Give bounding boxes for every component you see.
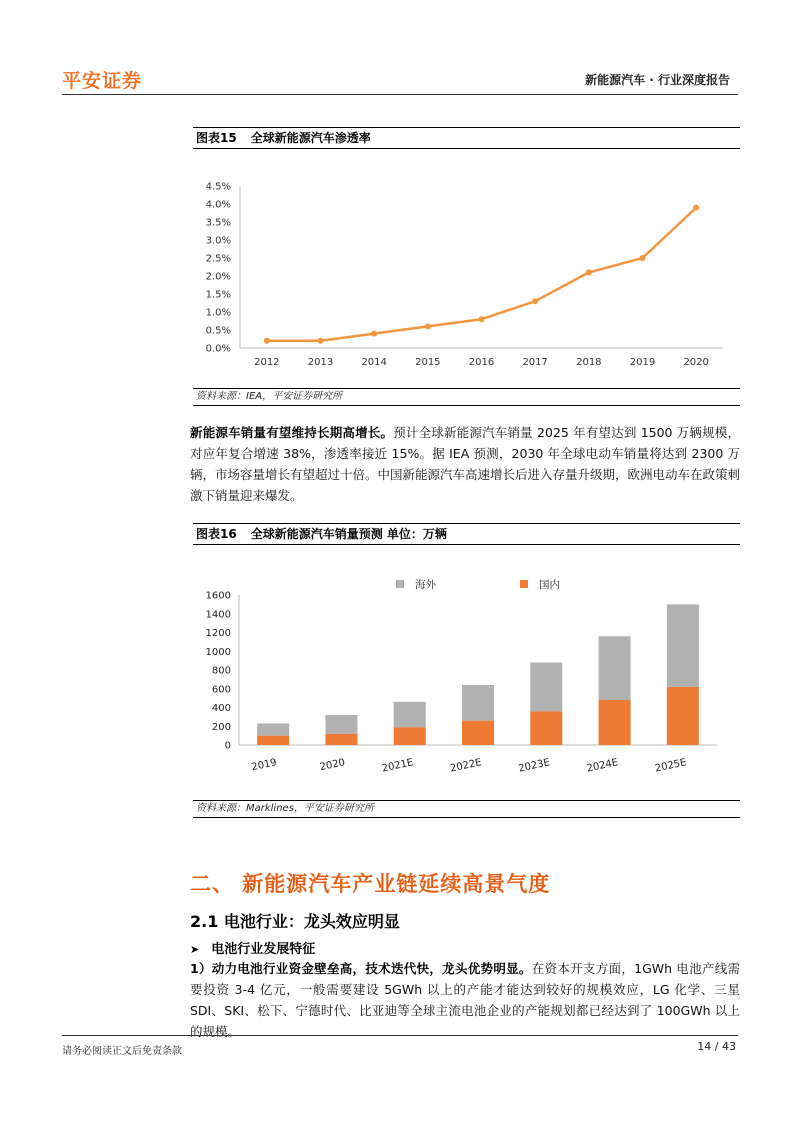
figure-16-title: 全球新能源汽车销量预测 单位：万辆 <box>250 527 447 541</box>
bar-domestic <box>530 711 562 745</box>
x-tick-label: 2020 <box>318 757 347 774</box>
y-tick-label: 2.0% <box>205 271 231 283</box>
data-point <box>371 331 377 337</box>
bar-overseas <box>462 685 494 721</box>
bullet-heading-text: 电池行业发展特征 <box>211 942 316 957</box>
y-tick-label: 1.0% <box>205 307 231 319</box>
paragraph-battery-lead: 1）动力电池行业资金壁垒高，技术迭代快，龙头优势明显。 <box>190 961 532 976</box>
subsection-heading: 2.1 电池行业：龙头效应明显 <box>190 912 400 931</box>
y-tick-label: 0.0% <box>205 343 231 355</box>
footer-disclaimer: 请务必阅读正文后免责条款 <box>62 1046 182 1057</box>
paragraph-battery-body: 在资本开支方面，1GWh 电池产线需要投资 3-4 亿元，一般需要建设 5GWh 以上的产能才能达到较好的规模效应，LG 化学、三星 SDI、SKI、松下、宁德时代、比亚迪等全球主流电池企业的产能规划都已经达到了 100GWh 以上的规模。 <box>190 961 740 1039</box>
x-tick-label: 2025E <box>654 757 688 775</box>
bar-overseas <box>257 723 289 735</box>
brand-logo: 平安证券 <box>62 70 143 92</box>
y-tick-label: 1.5% <box>205 289 231 301</box>
y-tick-label: 1600 <box>205 590 231 602</box>
y-tick-label: 2.5% <box>205 253 231 265</box>
bar-overseas <box>325 715 357 734</box>
figure-15-number: 图表15 <box>196 131 237 145</box>
sales-forecast-bar-chart <box>193 545 740 800</box>
legend-swatch-overseas <box>396 580 404 588</box>
bar-overseas <box>599 636 631 700</box>
figure-15 <box>193 127 740 408</box>
data-point <box>532 298 538 304</box>
bullet-arrow-icon: ➤ <box>190 943 200 956</box>
bar-overseas <box>394 702 426 727</box>
x-tick-label: 2019 <box>629 357 656 368</box>
x-tick-label: 2022E <box>449 757 483 775</box>
y-tick-label: 0 <box>224 740 231 752</box>
report-title: 新能源汽车 · 行业深度报告 <box>585 73 730 87</box>
x-tick-label: 2014 <box>361 357 387 368</box>
data-point <box>264 338 270 344</box>
figure-15-title: 全球新能源汽车渗透率 <box>250 131 371 145</box>
data-point <box>586 269 592 275</box>
bar-overseas <box>530 663 562 712</box>
x-tick-label: 2012 <box>254 357 280 368</box>
paragraph-battery <box>190 958 740 1042</box>
legend-swatch-domestic <box>520 580 528 588</box>
x-tick-label: 2013 <box>307 357 334 368</box>
paragraph-ev-sales-lead: 新能源车销量有望维持长期高增长。 <box>190 425 394 440</box>
y-tick-label: 1400 <box>205 609 231 621</box>
data-point <box>318 338 324 344</box>
penetration-line-chart <box>193 149 740 388</box>
bar-domestic <box>462 721 494 745</box>
paragraph-ev-sales <box>190 422 740 506</box>
header-divider <box>62 94 738 95</box>
y-tick-label: 3.0% <box>205 235 231 247</box>
x-tick-label: 2020 <box>683 357 709 368</box>
legend-label-domestic: 国内 <box>539 579 560 591</box>
x-tick-label: 2015 <box>415 357 441 368</box>
y-tick-label: 200 <box>211 721 231 733</box>
bullet-heading <box>190 938 315 957</box>
footer-divider <box>62 1035 738 1036</box>
y-tick-label: 3.5% <box>205 217 231 229</box>
bar-domestic <box>394 727 426 745</box>
data-point <box>640 255 646 261</box>
y-tick-label: 1000 <box>205 646 231 658</box>
y-tick-label: 800 <box>211 665 231 677</box>
paragraph-ev-sales-body: 预计全球新能源汽车销量 2025 年有望达到 1500 万辆规模，对应年复合增速 38%，渗透率接近 15%。据 IEA 预测，2030 年全球电动车销量将达到 2300 万辆，市场容量增长有望超过十倍。中国新能源汽车高速增长后进入存量升级期，欧洲电动车在政策刺激下销量迎来爆发。 <box>190 425 741 503</box>
x-tick-label: 2016 <box>468 357 495 368</box>
x-tick-label: 2023E <box>517 757 551 775</box>
bar-domestic <box>667 687 699 745</box>
legend-label-overseas: 海外 <box>415 579 436 591</box>
bar-domestic <box>325 734 357 745</box>
x-tick-label: 2017 <box>522 357 548 368</box>
section-heading: 二、 新能源汽车产业链延续高景气度 <box>190 872 551 896</box>
x-tick-label: 2019 <box>250 757 278 774</box>
figure-16-number: 图表16 <box>196 527 237 541</box>
bar-domestic <box>257 736 289 745</box>
data-point <box>479 316 485 322</box>
figure-15-title-bar <box>193 127 740 149</box>
x-tick-label: 2024E <box>585 757 620 775</box>
y-tick-label: 600 <box>211 684 231 696</box>
y-tick-label: 4.0% <box>205 199 231 211</box>
y-tick-label: 4.5% <box>205 181 231 193</box>
figure-15-source: 资料来源：IEA，平安证券研究所 <box>193 388 740 406</box>
bar-domestic <box>599 700 631 745</box>
data-point <box>693 205 699 211</box>
figure-16-title-bar <box>193 523 740 545</box>
x-tick-label: 2021E <box>380 757 415 775</box>
figure-16-source: 资料来源：Marklines，平安证券研究所 <box>193 800 740 818</box>
bar-overseas <box>667 604 699 687</box>
data-point <box>425 323 431 329</box>
y-tick-label: 0.5% <box>205 325 231 337</box>
figure-16 <box>193 523 740 818</box>
y-tick-label: 400 <box>211 703 231 714</box>
y-tick-label: 1200 <box>205 628 231 639</box>
x-tick-label: 2018 <box>576 357 602 368</box>
page-number: 14 / 43 <box>697 1040 736 1053</box>
